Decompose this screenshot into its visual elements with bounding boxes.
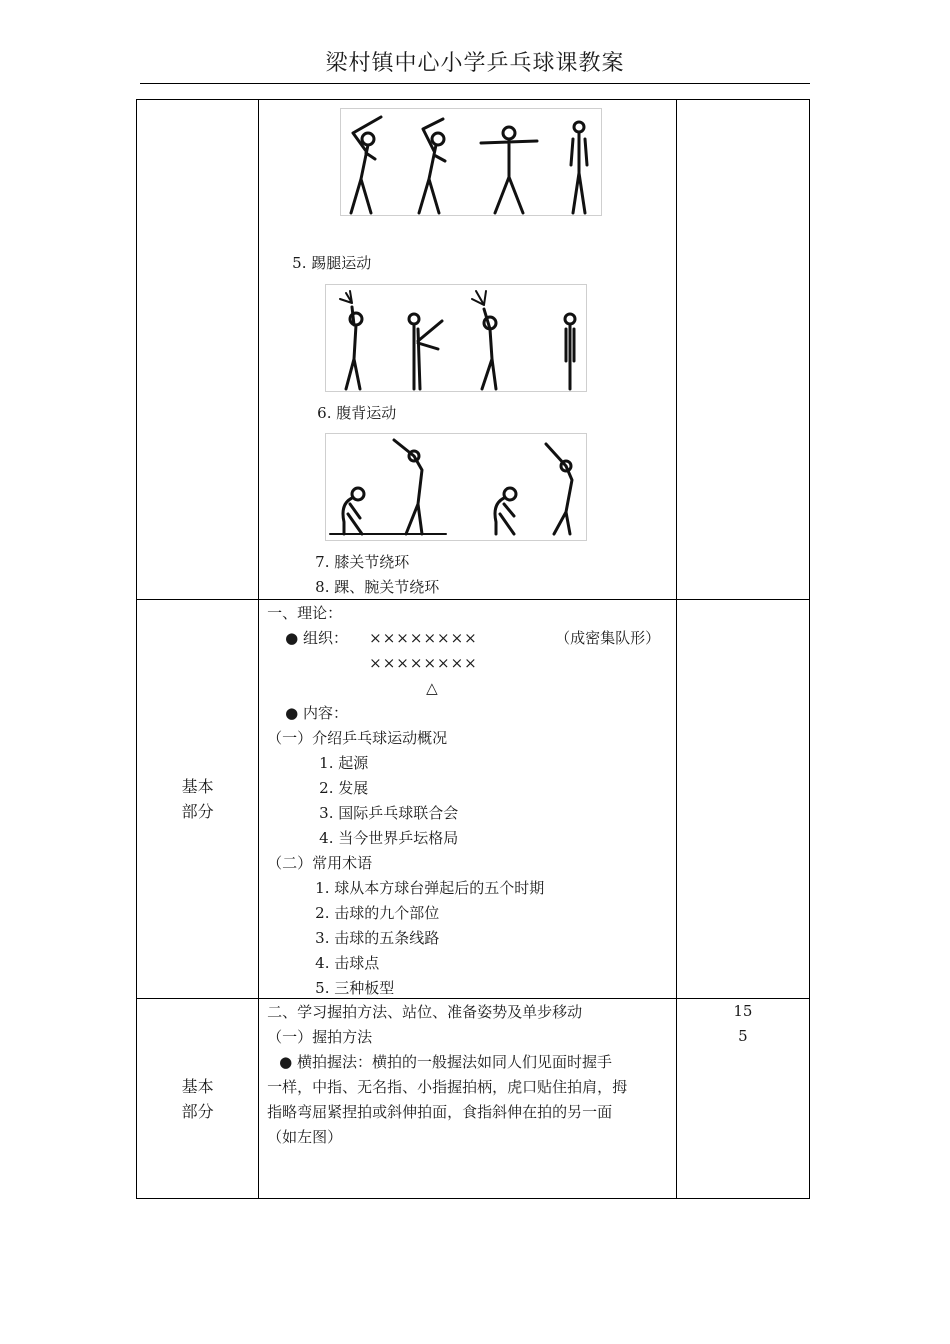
- lesson-plan-table: [136, 99, 810, 1199]
- section-label: [137, 999, 259, 1199]
- teacher-position: △: [426, 679, 438, 697]
- list-item: 1. 起源: [319, 754, 369, 772]
- subsection-heading-2: （二）常用术语: [267, 854, 373, 872]
- section-label-line: 基本: [181, 1076, 214, 1096]
- grip-heading: 二、学习握拍方法、站位、准备姿势及单步移动: [267, 1003, 583, 1021]
- table-row: [137, 999, 810, 1199]
- organization-label: ● 组织：: [285, 629, 349, 647]
- page-title: 梁村镇中心小学乒乓球课教案: [325, 51, 625, 76]
- list-item: 2. 发展: [319, 779, 369, 797]
- theory-heading: 一、理论：: [267, 604, 343, 622]
- list-item: 3. 击球的五条线路: [315, 929, 440, 947]
- time-cell-empty: [676, 100, 809, 600]
- time-value: 15: [733, 1002, 753, 1020]
- exercise-label-7: 7. 膝关节绕环: [315, 553, 410, 571]
- grip-paragraph-line: （如左图）: [267, 1128, 343, 1146]
- table-row: [137, 100, 810, 600]
- formation-row-2: ××××××××: [369, 654, 478, 672]
- section-label-line: 基本: [181, 777, 214, 796]
- list-item: 5. 三种板型: [315, 979, 395, 997]
- exercise-label-8: 8. 踝、腕关节绕环: [315, 578, 440, 596]
- grip-paragraph-line: 一样，中指、无名指、小指握拍柄，虎口贴住拍肩，拇: [267, 1078, 628, 1096]
- section-label-line: 部分: [181, 1101, 214, 1121]
- exercise-figure-stretch: [340, 108, 602, 216]
- formation-note: （成密集队形）: [555, 629, 661, 647]
- time-cell: [676, 999, 809, 1199]
- list-item: 4. 击球点: [315, 954, 380, 972]
- grip-paragraph-line: 指略弯屈紧捏拍或斜伸拍面，食指斜伸在拍的另一面: [267, 1103, 613, 1121]
- exercise-figure-kick: [325, 284, 587, 392]
- grip-paragraph-line: ● 横拍握法：横拍的一般握法如同人们见面时握手: [279, 1053, 613, 1071]
- subsection-heading-1: （一）介绍乒乓球运动概况: [267, 729, 448, 747]
- table-row: [137, 600, 810, 999]
- list-item: 3. 国际乒乓球联合会: [319, 804, 459, 822]
- list-item: 2. 击球的九个部位: [315, 904, 440, 922]
- theory-cell: [259, 600, 677, 999]
- exercise-label-5: 5. 踢腿运动: [292, 254, 372, 272]
- header-divider: [140, 83, 810, 84]
- formation-row-1: ××××××××: [369, 629, 478, 647]
- section-label-line: 部分: [181, 802, 214, 821]
- section-label-empty: [137, 100, 259, 600]
- exercise-figure-bend: [325, 433, 587, 541]
- exercise-cell: [259, 100, 677, 600]
- list-item: 4. 当今世界乒坛格局: [319, 829, 459, 847]
- grip-subheading: （一）握拍方法: [267, 1028, 373, 1046]
- time-value: 5: [738, 1027, 748, 1045]
- time-cell-empty: [676, 600, 809, 999]
- list-item: 1. 球从本方球台弹起后的五个时期: [315, 879, 545, 897]
- exercise-label-6: 6. 腹背运动: [317, 404, 397, 422]
- section-label: [137, 600, 259, 999]
- content-label: ● 内容：: [285, 704, 349, 722]
- grip-cell: [259, 999, 677, 1199]
